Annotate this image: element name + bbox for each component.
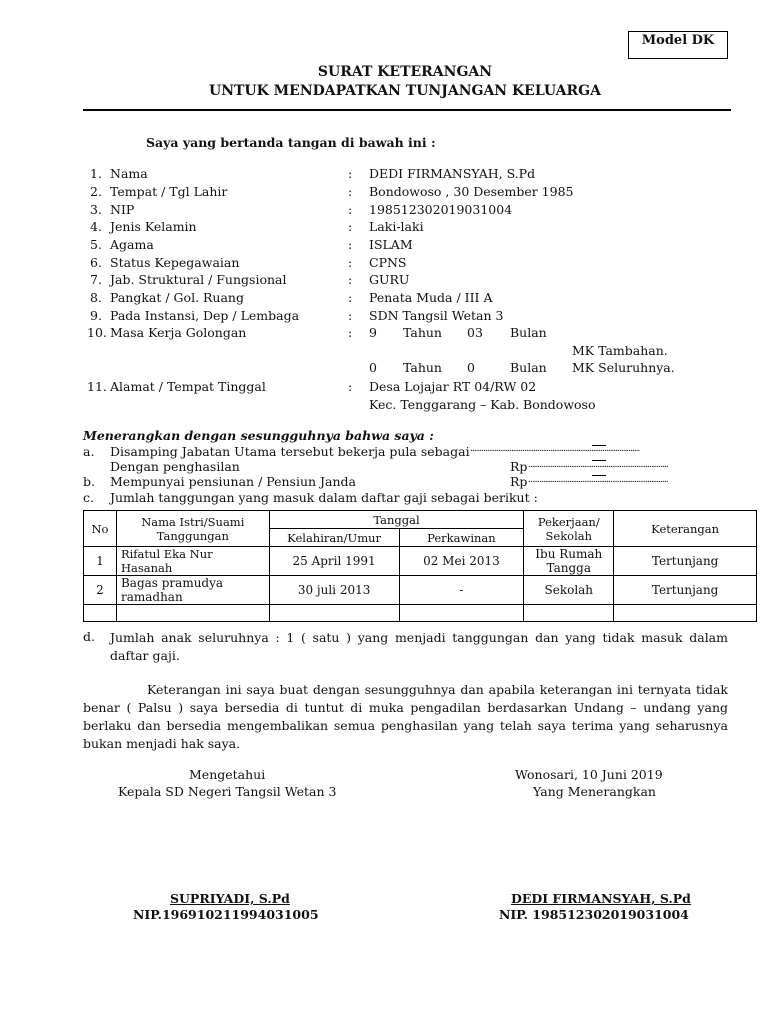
sign-right-line2: Yang Menerangkan bbox=[533, 784, 656, 799]
header-tanggal: Tanggal bbox=[269, 511, 524, 529]
colon: : bbox=[348, 255, 353, 270]
mk-seluruh: MK Seluruhnya. bbox=[572, 360, 675, 375]
cell-perkawinan: - bbox=[399, 576, 524, 605]
row-label: Pada Instansi, Dep / Lembaga bbox=[110, 308, 300, 323]
cell-kelahiran: 25 April 1991 bbox=[269, 547, 399, 576]
row-number: 3. bbox=[90, 202, 102, 217]
row-number: 4. bbox=[90, 219, 102, 234]
item-letter: c. bbox=[83, 490, 94, 505]
row-label: Nama bbox=[110, 166, 148, 181]
tahun-value: 0 bbox=[369, 360, 377, 375]
row-number: 7. bbox=[90, 272, 102, 287]
rp-label: Rp bbox=[510, 474, 528, 489]
colon: : bbox=[348, 290, 353, 305]
sign-left-line1: Mengetahui bbox=[189, 767, 266, 782]
header-no: No bbox=[84, 511, 117, 547]
cell-nama: Bagas pramudya ramadhan bbox=[116, 576, 269, 605]
sign-right-name: DEDI FIRMANSYAH, S.Pd bbox=[511, 891, 691, 906]
menerangkan-heading: Menerangkan dengan sesungguhnya bahwa saya : bbox=[83, 428, 434, 443]
header-keterangan: Keterangan bbox=[614, 511, 757, 547]
cell-pekerjaan: Sekolah bbox=[524, 576, 614, 605]
row-value: 198512302019031004 bbox=[369, 202, 513, 217]
item-a-text: Disamping Jabatan Utama tersebut bekerja pula sebagai bbox=[110, 444, 470, 459]
item-letter: d. bbox=[83, 629, 95, 644]
row-number: 6. bbox=[90, 255, 102, 270]
colon: : bbox=[348, 325, 353, 340]
rp-label: Rp bbox=[510, 459, 528, 474]
title-divider bbox=[83, 109, 731, 111]
cell-pekerjaan: Ibu Rumah Tangga bbox=[524, 547, 614, 576]
row-label: Jenis Kelamin bbox=[110, 219, 197, 234]
cell-nama: Rifatul Eka Nur Hasanah bbox=[116, 547, 269, 576]
row-label: Pangkat / Gol. Ruang bbox=[110, 290, 244, 305]
cell-kelahiran: 30 juli 2013 bbox=[269, 576, 399, 605]
alamat-line2: Kec. Tenggarang – Kab. Bondowoso bbox=[369, 397, 596, 412]
row-number: 8. bbox=[90, 290, 102, 305]
row-label: Masa Kerja Golongan bbox=[110, 325, 247, 340]
item-d-text: Jumlah anak seluruhnya : 1 ( satu ) yang menjadi tanggungan dan yang tidak masuk dalam daftar gaji. bbox=[110, 630, 728, 663]
row-number: 11. bbox=[87, 379, 107, 394]
row-label: Tempat / Tgl Lahir bbox=[110, 184, 228, 199]
colon: : bbox=[348, 379, 353, 394]
item-letter: b. bbox=[83, 474, 95, 489]
dash-mark bbox=[592, 460, 606, 461]
row-label: NIP bbox=[110, 202, 135, 217]
rp-dots: ........................................................................... bbox=[528, 460, 668, 470]
tahun-label: Tahun bbox=[403, 325, 442, 340]
row-number: 1. bbox=[90, 166, 102, 181]
row-number: 10. bbox=[87, 325, 107, 340]
tahun-value: 9 bbox=[369, 325, 377, 340]
item-a-dots: ........................................................................................... bbox=[470, 444, 640, 454]
row-label: Alamat / Tempat Tinggal bbox=[110, 379, 266, 394]
header-perkawinan: Perkawinan bbox=[399, 529, 524, 547]
table-row-empty bbox=[84, 605, 757, 622]
colon: : bbox=[348, 272, 353, 287]
row-number: 2. bbox=[90, 184, 102, 199]
header-kelahiran: Kelahiran/Umur bbox=[269, 529, 399, 547]
row-value: CPNS bbox=[369, 255, 407, 270]
dash-mark bbox=[592, 445, 606, 446]
dependents-table bbox=[83, 510, 757, 622]
item-letter: a. bbox=[83, 444, 95, 459]
row-value: GURU bbox=[369, 272, 410, 287]
sign-right-nip: NIP. 198512302019031004 bbox=[499, 907, 689, 922]
tahun-label: Tahun bbox=[403, 360, 442, 375]
bulan-value: 03 bbox=[467, 325, 483, 340]
cell-no: 1 bbox=[84, 547, 117, 576]
cell-keterangan: Tertunjang bbox=[614, 547, 757, 576]
sign-left-nip: NIP.196910211994031005 bbox=[133, 907, 319, 922]
cell-no: 2 bbox=[84, 576, 117, 605]
item-c-text: Jumlah tanggungan yang masuk dalam daftar gaji sebagai berikut : bbox=[110, 490, 538, 505]
row-number: 5. bbox=[90, 237, 102, 252]
bulan-label: Bulan bbox=[510, 360, 547, 375]
doc-subtitle: UNTUK MENDAPATKAN TUNJANGAN KELUARGA bbox=[208, 83, 601, 99]
bulan-label: Bulan bbox=[510, 325, 547, 340]
sign-right-place-date: Wonosari, 10 Juni 2019 bbox=[515, 767, 663, 782]
row-label: Agama bbox=[110, 237, 154, 252]
row-value: DEDI FIRMANSYAH, S.Pd bbox=[369, 166, 536, 181]
statement-paragraph: Keterangan ini saya buat dengan sesungguhnya dan apabila keterangan ini ternyata tidak benar ( Palsu ) saya bersedia di tuntut di muka pengadilan berdasarkan Undang – undang yang berlaku dan bersedia mengembalikan semua penghasilan yang telah saya terima yang seharusnya bukan menjadi hak saya. bbox=[83, 682, 728, 751]
colon: : bbox=[348, 184, 353, 199]
table-row bbox=[84, 576, 757, 605]
dash-mark bbox=[592, 475, 606, 476]
alamat-line1: Desa Lojajar RT 04/RW 02 bbox=[369, 379, 537, 394]
row-value: Bondowoso , 30 Desember 1985 bbox=[369, 184, 574, 199]
sign-left-name: SUPRIYADI, S.Pd bbox=[170, 891, 290, 906]
sign-left-line2: Kepala SD Negeri Tangsil Wetan 3 bbox=[118, 784, 337, 799]
cell-perkawinan: 02 Mei 2013 bbox=[399, 547, 524, 576]
colon: : bbox=[348, 308, 353, 323]
row-value: Laki-laki bbox=[369, 219, 424, 234]
row-value: SDN Tangsil Wetan 3 bbox=[369, 308, 504, 323]
row-label: Status Kepegawaian bbox=[110, 255, 240, 270]
header-pekerjaan: Pekerjaan/ Sekolah bbox=[524, 511, 614, 547]
mk-tambahan: MK Tambahan. bbox=[572, 343, 668, 358]
intro-text: Saya yang bertanda tangan di bawah ini : bbox=[146, 135, 436, 150]
cell-keterangan: Tertunjang bbox=[614, 576, 757, 605]
colon: : bbox=[348, 219, 353, 234]
model-label: Model DK bbox=[628, 31, 728, 59]
colon: : bbox=[348, 237, 353, 252]
row-label: Jab. Struktural / Fungsional bbox=[110, 272, 287, 287]
row-value: Penata Muda / III A bbox=[369, 290, 493, 305]
rp-dots: ........................................................................... bbox=[528, 475, 668, 485]
colon: : bbox=[348, 202, 353, 217]
item-a2-text: Dengan penghasilan bbox=[110, 459, 240, 474]
row-value: ISLAM bbox=[369, 237, 413, 252]
doc-title: SURAT KETERANGAN bbox=[317, 64, 493, 80]
item-b-text: Mempunyai pensiunan / Pensiun Janda bbox=[110, 474, 357, 489]
table-row bbox=[84, 547, 757, 576]
colon: : bbox=[348, 166, 353, 181]
row-number: 9. bbox=[90, 308, 102, 323]
header-nama: Nama Istri/Suami Tanggungan bbox=[116, 511, 269, 547]
bulan-value: 0 bbox=[467, 360, 475, 375]
